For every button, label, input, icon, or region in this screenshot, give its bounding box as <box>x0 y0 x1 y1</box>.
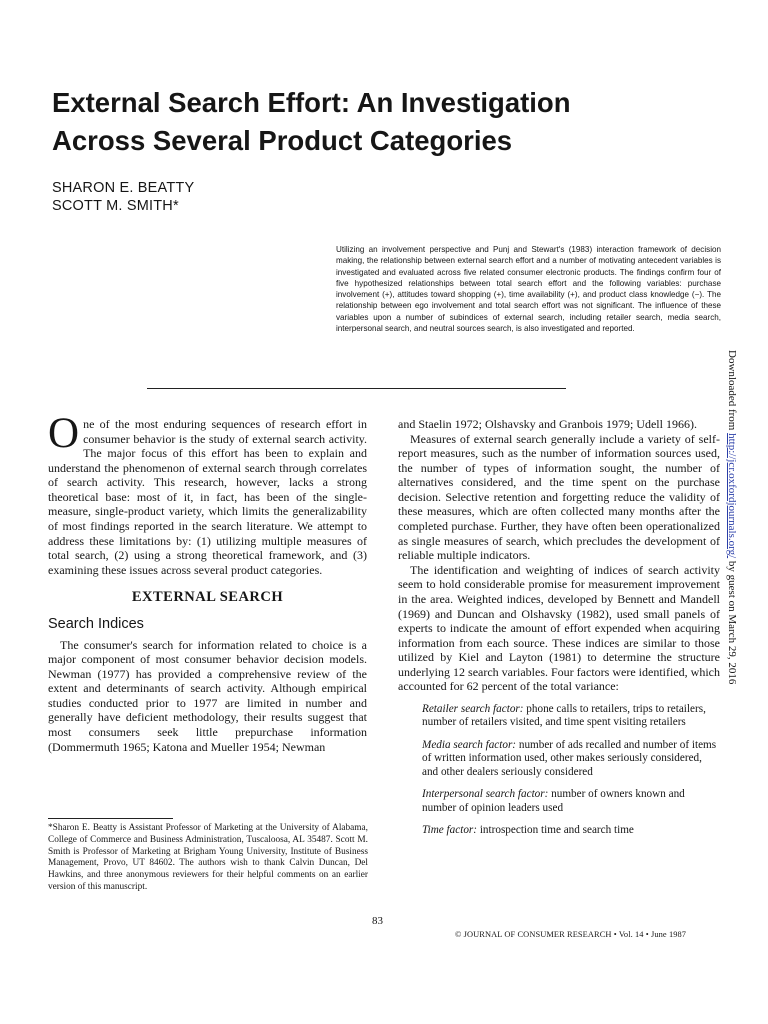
factor-text: number of ads recalled and number of items of written information used, other makes seriously considered, and other dealers seriously considered <box>422 738 717 778</box>
intro-paragraph <box>48 410 367 577</box>
title-line-1: External Search Effort: An Investigation <box>52 87 571 118</box>
factor-item <box>422 824 720 838</box>
subsection-heading: Search Indices <box>48 615 144 632</box>
factor-text: number of owners known and number of opinion leaders used <box>422 788 685 814</box>
footnote-divider <box>48 818 173 819</box>
author-name: SCOTT M. SMITH* <box>52 198 179 214</box>
body-paragraph: and Staelin 1972; Olshavsky and Granbois 1979; Udell 1966). <box>398 417 697 431</box>
page-number: 83 <box>372 915 383 927</box>
factor-name: Interpersonal search factor: <box>422 788 549 801</box>
drop-cap: O <box>48 410 80 457</box>
author-block <box>52 179 194 215</box>
body-paragraph: Measures of external search generally include a variety of self-report measures, such as the number of information sources used, the number of types of information sought, the number of alternatives considered, and the time spent on the purchase decision. Selective retention and forgetting reduce the validity of these measures, which are often collected many months after the completed purchase. Further, they have often been operationalized as single measures of search, which precludes the development of reliable multiple indicators. <box>398 431 720 563</box>
factor-name: Retailer search factor: <box>422 702 524 715</box>
watermark-suffix: by guest on March 29, 2016 <box>726 558 738 685</box>
body-paragraph: The identification and weighting of indices of search activity seem to hold considerable promise for measurement improvement in the area. Weighted indices, developed by Bennett and Mandell (1969) and Duncan and Olshavsky (1982), used small panels of experts to indicate the amount of effort expended when acquiring information from each source. These indices are similar to those utilized by Kiel and Layton (1981) to determine the structure underlying 12 search variables. Four factors were identified, which accounted for 62 percent of the total variance: <box>398 562 720 694</box>
factor-item <box>422 739 720 780</box>
factor-text: introspection time and search time <box>477 824 634 837</box>
left-column <box>48 410 367 754</box>
abstract-divider <box>147 388 566 389</box>
author-footnote: *Sharon E. Beatty is Assistant Professor of Marketing at the University of Alabama, College of Commerce and Business Administration, Tuscaloosa, AL 35487. Scott M. Smith is Professor of Marketing at Brigham Young University, Institute of Business Management, Provo, UT 84602. The authors wish to thank Calvin Duncan, Del Hawkins, and three anonymous reviewers for their helpful comments on an earlier version of this manuscript. <box>48 823 368 892</box>
abstract: Utilizing an involvement perspective and Punj and Stewart's (1983) interaction framework of decision making, the relationship between external search effort and a number of motivating antecedent variables is investigated and evaluated across five related consumer electronic products. The findings confirm four of five hypothesized relationships between total search effort and the following variables: purchase involvement (+), attitudes toward shopping (+), time availability (+), and product class knowledge (−). The relationship between ego involvement and total search effort was not significant. The influence of these variables upon a number of subindices of external search, including retailer search, media search, interpersonal search, and neutral sources search, is also investigated and reported. <box>336 245 721 334</box>
watermark-link[interactable]: http://jcr.oxfordjournals.org/ <box>726 433 738 559</box>
title-line-2: Across Several Product Categories <box>52 125 513 156</box>
factor-name: Time factor: <box>422 824 478 837</box>
watermark-prefix: Downloaded from <box>726 350 738 434</box>
body-paragraph: The consumer's search for information related to choice is a major component of most consumer behavior decision models. Newman (1977) has provided a comprehensive review of the extent and determinants of search activity. Although empirical studies conducted prior to 1977 are limited in number and generally have deficient methodology, their results suggest that most consumers seek little prepurchase information (Dommermuth 1965; Katona and Mueller 1954; Newman <box>48 637 367 754</box>
right-column <box>398 417 720 838</box>
download-watermark <box>726 350 738 685</box>
factor-name: Media search factor: <box>422 738 517 751</box>
factor-item <box>422 788 720 815</box>
section-heading: EXTERNAL SEARCH <box>131 589 284 606</box>
journal-footer: © JOURNAL OF CONSUMER RESEARCH • Vol. 14 • June 1987 <box>455 930 687 939</box>
factor-item <box>422 703 720 730</box>
factor-text: phone calls to retailers, trips to retailers, number of retailers visited, and time spent visiting retailers <box>422 702 706 729</box>
article-title <box>52 84 692 160</box>
intro-text: ne of the most enduring sequences of research effort in consumer behavior is the study of external search activity. The major focus of this effort has been to explain and understand the phenomenon of external search through correlates of search activity. This research, however, lacks a strong theoretical base: most of it, in fact, has been of the single-measure, single-product variety, which limits the generalizability of most findings reported in the search literature. We attempt to address these limitations by: (1) utilizing multiple measures of total search, (2) using a strong theoretical framework, and (3) examining these issues across several product categories. <box>48 417 367 577</box>
author-name: SHARON E. BEATTY <box>52 180 195 196</box>
